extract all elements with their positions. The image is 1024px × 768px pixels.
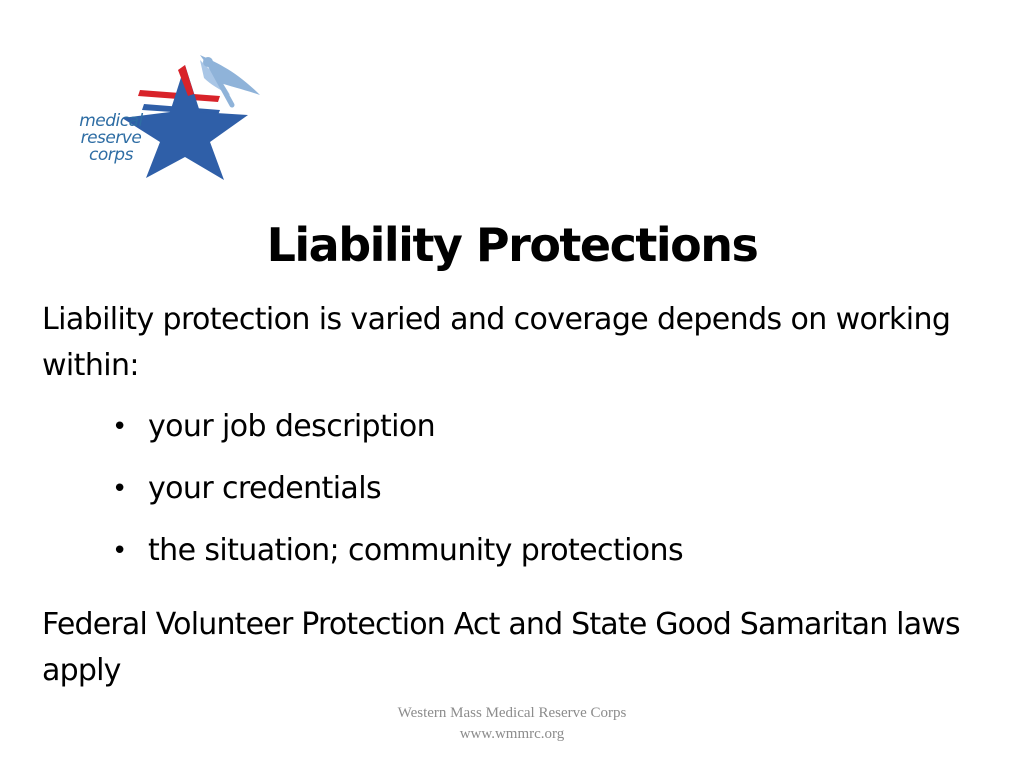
bullet-text: the situation; community protections — [148, 533, 683, 568]
logo-line-corps: corps — [89, 145, 133, 165]
bullet-text: your credentials — [148, 471, 381, 506]
intro-paragraph: Liability protection is varied and coverage depends on working within: — [42, 302, 951, 383]
bullet-item — [112, 468, 683, 530]
bullet-item — [112, 406, 683, 468]
footer-org: Western Mass Medical Reserve Corps — [397, 705, 627, 721]
bullet-dot-icon: • — [112, 474, 127, 504]
slide-title: Liability Protections — [266, 218, 758, 272]
closing-paragraph: Federal Volunteer Protection Act and State Good Samaritan laws apply — [42, 607, 960, 688]
footer-url[interactable]: www.wmmrc.org — [459, 726, 565, 742]
bullet-text: your job description — [148, 409, 436, 444]
medical-reserve-corps-logo — [60, 50, 270, 185]
logo-line-reserve: reserve — [80, 128, 142, 148]
logo-wordmark — [66, 113, 156, 164]
logo-line-medical: medical — [79, 111, 143, 131]
footer — [0, 703, 1024, 745]
bullet-list — [112, 406, 683, 592]
bullet-dot-icon: • — [112, 412, 127, 442]
bullet-item — [112, 530, 683, 592]
bullet-dot-icon: • — [112, 536, 127, 566]
